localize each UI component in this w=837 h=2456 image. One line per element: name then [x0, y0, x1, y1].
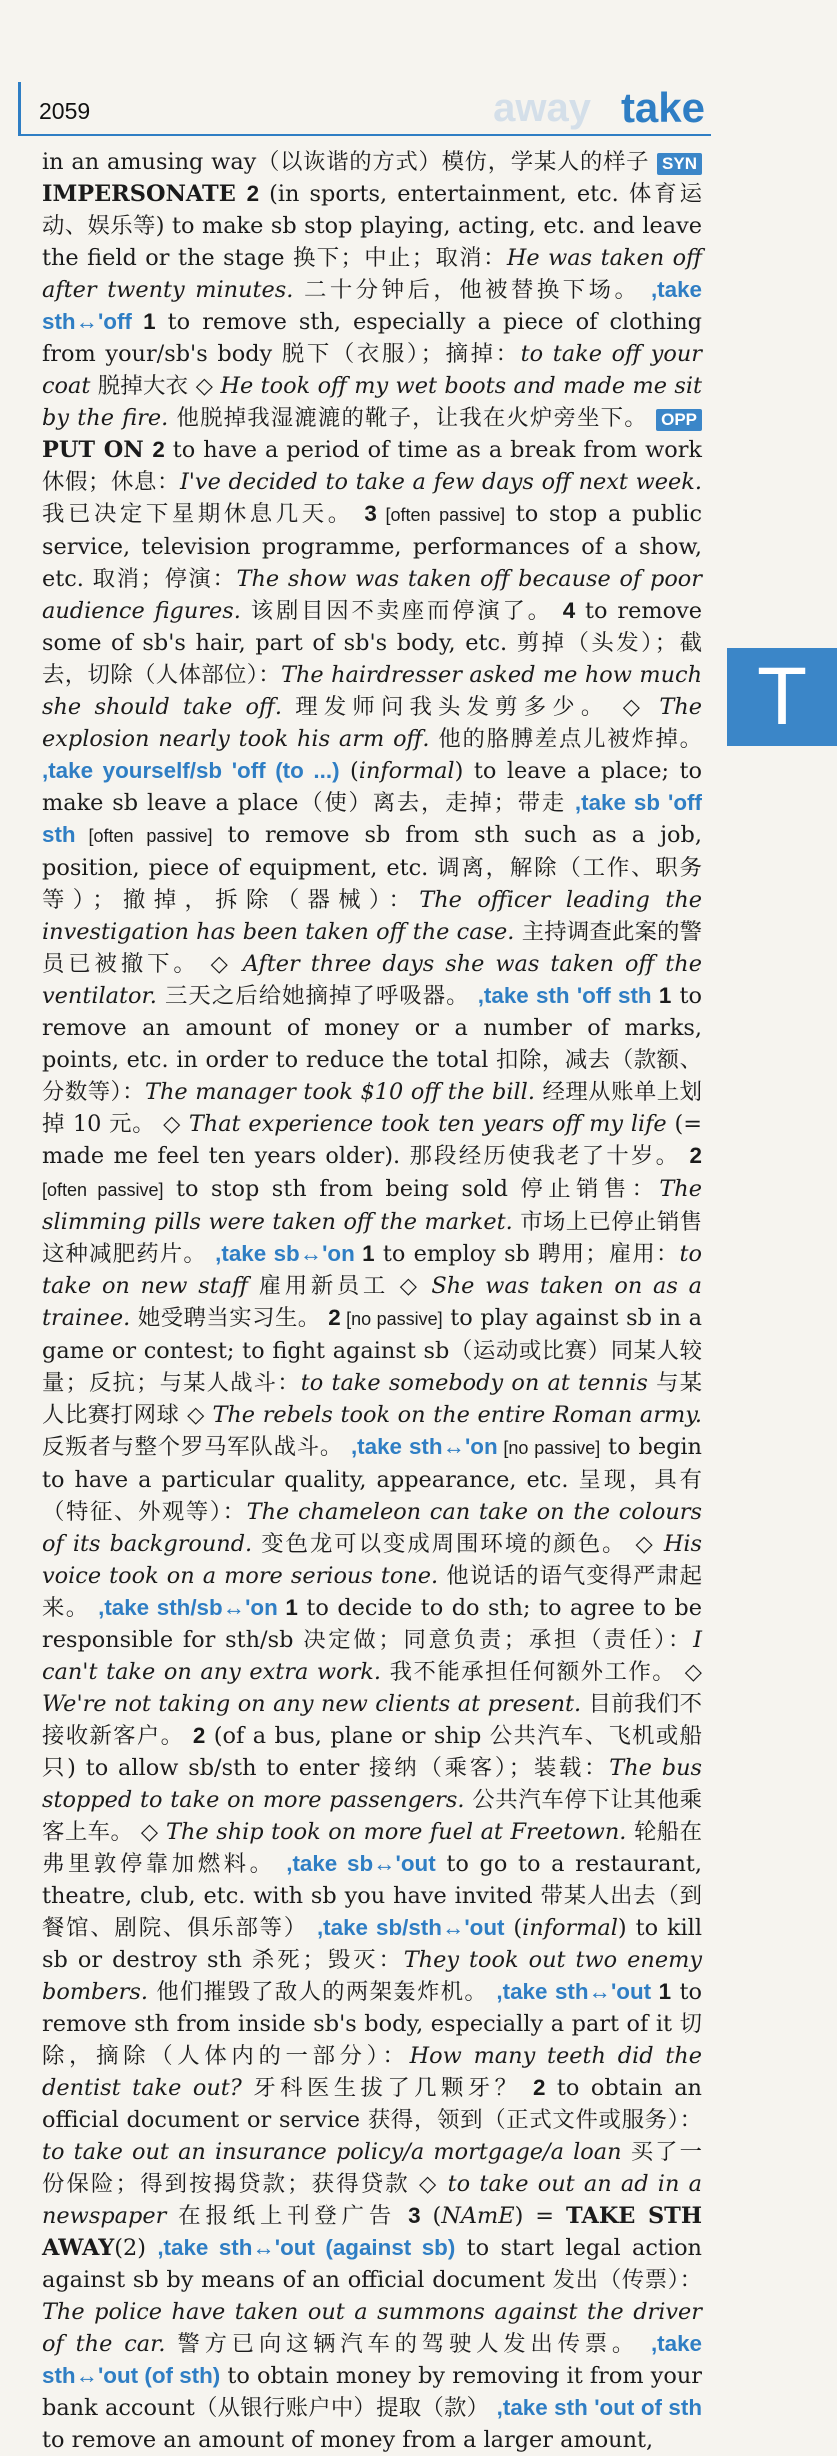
sense-number: 2 — [192, 1723, 206, 1748]
definition-text: to play against sb in a game or contest; to fight against sb（运动或比赛）同某人较量；反抗；与某人战斗： — [42, 1305, 702, 1396]
sense-number: 2 — [152, 437, 165, 462]
example-text: The hairdresser asked me how much she should take off. — [42, 662, 702, 720]
example-text: The bus stopped to take on more passengers. — [42, 1755, 703, 1813]
definition-text: 脱掉大衣 ◇ — [90, 373, 221, 399]
definition-text: 三天之后给她摘掉了呼吸器。 — [156, 983, 478, 1009]
example-text: to take on new staff — [42, 1241, 702, 1299]
example-text: We're not taking on any new clients at present. — [42, 1691, 582, 1717]
phrasal-verb[interactable]: ,take sb 'off sth — [42, 790, 702, 847]
example-text: to take somebody on at tennis — [300, 1370, 648, 1396]
page-header — [18, 82, 711, 136]
grammar-note: [no passive] — [340, 1309, 443, 1329]
definition-text: to decide to do sth; to agree to be responsible for sth/sb 决定做；同意负责；承担（责任）： — [42, 1595, 702, 1653]
phrasal-verb[interactable]: ,take yourself/sb 'off (to ...) — [42, 758, 340, 783]
definition-text: to obtain money by removing it from your bank account（从银行账户中）提取（款） — [42, 2363, 702, 2421]
definition-text: ) to kill sb or destroy sth 杀死；毁灭： — [42, 1915, 703, 1973]
previous-headword-ghost: away — [493, 86, 591, 130]
example-text: They took out two enemy bombers. — [42, 1947, 702, 2005]
example-text: The slimming pills were taken off the market. — [42, 1176, 702, 1235]
definition-text: 目前我们不接收新客户。 — [42, 1691, 702, 1749]
grammar-note: [often passive] — [376, 505, 506, 525]
definition-text: to employ sb 聘用；雇用： — [374, 1241, 680, 1267]
definition-text: to remove an amount of money from a larger amount, — [42, 2427, 654, 2453]
phrasal-verb[interactable]: ,take sth↔'on — [350, 1434, 498, 1459]
definition-text: to stop a public service, television programme, performances of a show, etc. 取消；停演： — [42, 501, 702, 592]
grammar-note: [no passive] — [497, 1438, 601, 1458]
definition-text: 轮船在弗里敦停靠加燃料。 — [42, 1819, 702, 1877]
definition-text: to stop sth from being sold 停止销售： — [163, 1176, 660, 1202]
definition-text: 他的胳膊差点儿被炸掉。 — [429, 726, 702, 752]
sense-number: 2 — [246, 181, 260, 206]
example-text: to take off your coat — [42, 341, 702, 399]
example-text: I've decided to take a few days off next week. — [179, 469, 702, 495]
thumb-index-letter: T — [757, 651, 808, 742]
definition-text: 该剧目因不卖座而停演了。 — [240, 598, 563, 624]
definition-text: to remove sb from sth such as a job, position, piece of equipment, etc. 调离，解除（工作、职务等）；撤掉，拆除（器械）： — [42, 822, 702, 913]
phrasal-verb[interactable]: ,take sth↔'out (of sth) — [42, 2331, 702, 2388]
cross-reference: IMPERSONATE — [42, 181, 247, 207]
definition-text: 在报纸上刊登广告 — [166, 2203, 409, 2229]
label-badge: OPP — [656, 409, 702, 431]
example-text: The manager took $10 off the bill. — [145, 1079, 535, 1105]
definition-text: 雇用新员工 ◇ — [247, 1273, 432, 1299]
definition-text: (in sports, entertainment, etc. 体育运动、娱乐等) to make sb stop playing, acting, etc. and leave the field or the stage 换下；中止；取消： — [42, 181, 702, 271]
example-text: That experience took ten years off my life — [188, 1111, 667, 1137]
definition-text: to remove sth from inside sb's body, especially a part of it 切除，摘除（人体内的一部分）： — [42, 1979, 702, 2069]
definition-text: (2) — [114, 2235, 158, 2261]
definition-text: 公共汽车停下让其他乘客上车。 ◇ — [42, 1787, 703, 1845]
entry-text — [42, 146, 702, 2456]
definition-text: 变色龙可以变成周围环境的颜色。 ◇ — [252, 1531, 664, 1557]
definition-text: ( — [420, 2203, 442, 2229]
definition-text: (= made me feel ten years older). 那段经历使我老了十岁。 — [42, 1111, 702, 1169]
sense-number: 4 — [562, 598, 576, 623]
phrasal-verb[interactable]: ,take sth/sb↔'on — [98, 1595, 278, 1620]
definition-text: 我已决定下星期休息几天。 — [42, 501, 365, 527]
example-text: The show was taken off because of poor audience figures. — [42, 566, 702, 624]
definition-text: 经理从账单上划掉 10 元。 ◇ — [42, 1079, 702, 1137]
example-text: I can't take on any extra work. — [42, 1627, 702, 1685]
sense-number: 2 — [532, 2075, 546, 2100]
example-text: The police have taken out a summons against the driver of the car. — [42, 2299, 702, 2357]
definition-text: ( — [504, 1915, 523, 1941]
definition-text: 他脱掉我湿漉漉的靴子，让我在火炉旁坐下。 — [168, 405, 657, 431]
definition-text: to start legal action against sb by means of an official document 发出（传票）： — [42, 2235, 702, 2293]
cross-reference: TAKE STH AWAY — [42, 2203, 702, 2261]
phrasal-verb[interactable]: ,take sth↔'out (against sb) — [157, 2235, 456, 2260]
sense-number: 3 — [408, 2203, 421, 2228]
grammar-note: [often passive] — [42, 1180, 164, 1200]
phrasal-verb[interactable]: ,take sth↔'off — [42, 277, 702, 334]
cross-reference: PUT ON — [42, 437, 153, 463]
sense-number: 3 — [364, 501, 377, 526]
definition-text: 她受聘当实习生。 — [130, 1305, 329, 1331]
sense-number: 1 — [277, 1595, 298, 1620]
dictionary-entry-body — [42, 146, 702, 2456]
sense-number: 1 — [131, 309, 156, 334]
definition-text: to remove some of sb's hair, part of sb's body, etc. 剪掉（头发）；截去，切除（人体部位）： — [42, 598, 702, 688]
definition-text: to go to a restaurant, theatre, club, etc. with sb you have invited 带某人出去（到餐馆、剧院、俱乐部等） — [42, 1851, 702, 1941]
example-text: The chameleon can take on the colours of its background. — [42, 1499, 702, 1557]
example-text: His voice took on a more serious tone. — [42, 1531, 702, 1589]
example-text: He took off my wet boots and made me sit by the fire. — [42, 373, 702, 431]
definition-text: 买了一份保险；得到按揭贷款；获得贷款 ◇ — [42, 2139, 703, 2197]
definition-text: in an amusing way（以诙谐的方式）模仿，学某人的样子 — [42, 149, 658, 175]
definition-text: 牙科医生拔了几颗牙？ — [241, 2075, 533, 2101]
example-text: She was taken on as a trainee. — [42, 1273, 702, 1331]
example-text: to take out an insurance policy/a mortgage/a loan — [42, 2139, 622, 2165]
grammar-note: [often passive] — [75, 826, 213, 846]
definition-text: to remove an amount of money or a number of marks, points, etc. in order to reduce the total 扣除，减去（款额、分数等）： — [42, 983, 702, 1105]
example-text: How many teeth did the dentist take out? — [42, 2043, 702, 2101]
phrasal-verb[interactable]: ,take sb/sth↔'out — [316, 1915, 505, 1940]
definition-text: 主持调查此案的警员已被撤下。 ◇ — [42, 919, 702, 977]
example-text: The officer leading the investigation has been taken off the case. — [42, 887, 702, 945]
definition-text: to begin to have a particular quality, appearance, etc. 呈现，具有（特征、外观等）： — [42, 1434, 702, 1525]
definition-text: ( — [339, 758, 359, 784]
definition-text: 我不能承担任何额外工作。 ◇ — [380, 1659, 702, 1685]
example-text: informal — [522, 1915, 618, 1941]
definition-text: to obtain an official document or service 获得，领到（正式文件或服务）： — [42, 2075, 702, 2133]
example-text: The explosion nearly took his arm off. — [42, 694, 702, 752]
definition-text: 市场上已停止销售这种减肥药片。 — [42, 1209, 702, 1267]
phrasal-verb[interactable]: ,take sth 'out of sth — [496, 2395, 703, 2420]
example-text: He was taken off after twenty minutes. — [42, 245, 702, 303]
definition-text: 警方已向这辆汽车的驾驶人发出传票。 — [165, 2331, 651, 2357]
definition-text: 理发师问我头发剪多少。 ◇ — [281, 694, 660, 720]
definition-text: to remove sth, especially a piece of clothing from your/sb's body 脱下（衣服）；摘掉： — [42, 309, 702, 367]
example-text: The rebels took on the entire Roman army. — [212, 1402, 702, 1428]
definition-text: to have a period of time as a break from work 休假；休息： — [42, 437, 702, 495]
example-text: to take out an ad in a newspaper — [42, 2171, 702, 2229]
sense-number: 1 — [354, 1241, 375, 1266]
phrasal-verb[interactable]: ,take sb↔'out — [286, 1851, 436, 1876]
sense-number: 2 — [328, 1305, 341, 1330]
definition-text: 与某人比赛打网球 ◇ — [42, 1370, 703, 1428]
phrasal-verb[interactable]: ,take sth 'off sth — [477, 983, 652, 1008]
definition-text: ) = — [514, 2203, 567, 2229]
thumb-index-tab[interactable] — [727, 648, 837, 746]
label-badge: SYN — [657, 153, 702, 175]
definition-text: 二十分钟后，他被替换下场。 — [293, 277, 651, 303]
sense-number: 2 — [689, 1143, 702, 1168]
phrasal-verb[interactable]: ,take sth↔'out — [496, 1979, 652, 2004]
phrasal-verb[interactable]: ,take sb↔'on — [215, 1241, 355, 1266]
definition-text: 他们摧毁了敌人的两架轰炸机。 — [147, 1979, 497, 2005]
definition-text: 他说话的语气变得严肃起来。 — [42, 1563, 702, 1621]
example-text: NAmE — [441, 2203, 515, 2229]
definition-text: ) to leave a place; to make sb leave a place（使）离去，走掉；带走 — [42, 758, 702, 816]
sense-number: 1 — [651, 983, 672, 1008]
sense-number: 1 — [651, 1979, 672, 2004]
running-headword: take — [620, 84, 705, 131]
example-text: informal — [358, 758, 455, 784]
example-text: After three days she was taken off the ventilator. — [42, 951, 702, 1009]
example-text: The ship took on more fuel at Freetown. — [166, 1819, 627, 1845]
definition-text: 反叛者与整个罗马军队战斗。 — [42, 1434, 351, 1460]
page-number: 2059 — [39, 98, 91, 124]
definition-text: (of a bus, plane or ship 公共汽车、飞机或船只) to allow sb/sth to enter 接纳（乘客）；装载： — [42, 1723, 702, 1781]
